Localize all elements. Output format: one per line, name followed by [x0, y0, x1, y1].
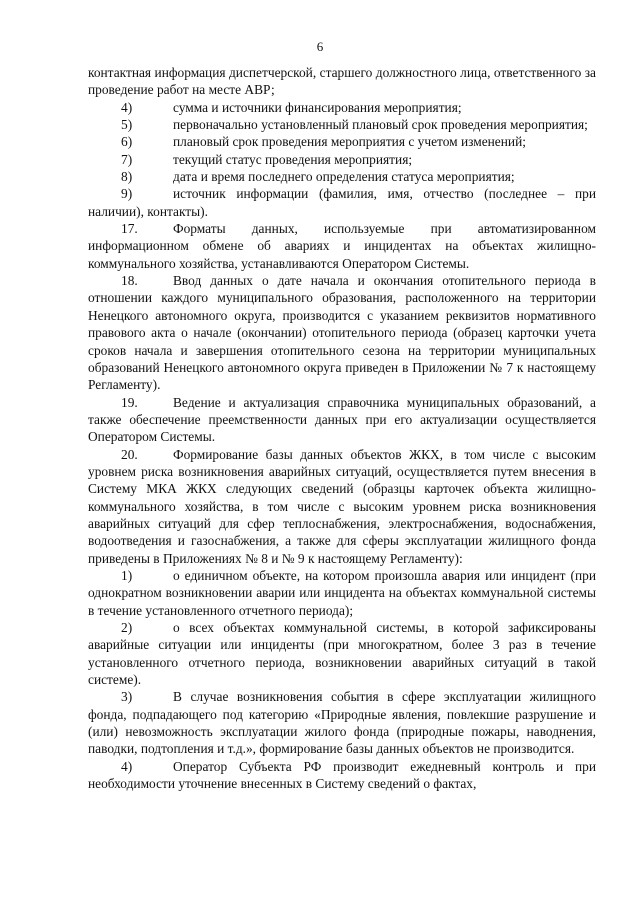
- clause-number: 20.: [121, 446, 138, 462]
- item-text: В случае возникновения события в сфере эксплуатации жилищного фонда, подпадающего под категорию «Природные явления, повлекшие разрушение и (или) невозможность эксплуатации жилого фонда (природные пожары, наводнения, паводки, подтопления и т.д.», формирование базы данных объектов не производится.: [88, 689, 596, 757]
- item-number: 5): [121, 117, 133, 133]
- clause-number: 18.: [121, 273, 138, 289]
- clause-number: 17.: [121, 221, 138, 237]
- item-text: дата и время последнего определения статуса мероприятия;: [173, 169, 515, 185]
- list-item-5: [88, 116, 596, 133]
- item-number: 2): [121, 620, 133, 635]
- item-number: 1): [121, 567, 133, 583]
- item-number: 7): [121, 151, 133, 167]
- clause-text: Формирование базы данных объектов ЖКХ, в том числе с высоким уровнем риска возникновения аварийных ситуаций, осуществляется путем внесения в Систему МКА ЖКХ следующих сведений (образцы карточек объекта жилищно-коммунального хозяйства, в том числе с высоким уровнем риска возникновения аварийных ситуаций для сфер теплоснабжения, электроснабжения, водоснабжения, водоотведения и газоснабжения, а также для сферы эксплуатации жилищного фонда приведены в Приложениях № 8 и № 9 к настоящему Регламенту):: [88, 446, 596, 566]
- list-item-8: [88, 168, 596, 185]
- item-text: Оператор Субъекта РФ производит ежедневный контроль и при необходимости уточнение внесенных в Систему сведений о фактах,: [88, 758, 596, 792]
- item-text: плановый срок проведения мероприятия с учетом изменений;: [173, 134, 526, 150]
- page-number: 6: [316, 39, 324, 54]
- item-text: сумма и источники финансирования мероприятия;: [173, 99, 462, 115]
- clause-19: [88, 394, 596, 446]
- list-item-6: [88, 133, 596, 150]
- paragraph-text: контактная информация диспетчерской, старшего должностного лица, ответственного за проведение работ на месте АВР;: [88, 65, 596, 98]
- clause-text: Форматы данных, используемые при автоматизированном информационном обмене об авариях и инцидентах на объектах жилищно-коммунального хозяйства, устанавливаются Оператором Системы.: [88, 221, 596, 271]
- item-number: 3): [121, 689, 133, 705]
- item-text: о единичном объекте, на котором произошла авария или инцидент (при однократном возникновении аварии или инцидента на объектах коммунальной системы в течение установленного отчетного периода);: [88, 567, 596, 618]
- clause-number: 19.: [121, 394, 138, 410]
- item-text: о всех объектах коммунальной системы, в которой зафиксированы аварийные ситуации или инциденты (при многократном, более 3 раз в течение установленного отчетного периода, возникновении аварийных ситуаций в такой системе).: [88, 620, 596, 688]
- clause-text: Ввод данных о дате начала и окончания отопительного периода в отношении каждого муниципального образования, расположенного на территории Ненецкого автономного округа, производится с указанием реквизитов нормативного правового акта о начале (окончании) отопительного периода (образец карточки учета сроков начала и завершения отопительного сезона на территории муниципальных образований Ненецкого автономного округа приведен в Приложении № 7 к настоящему Регламенту).: [88, 273, 596, 393]
- item-number: 6): [121, 134, 133, 150]
- paragraph-contact-info: [88, 64, 596, 99]
- item-number: 8): [121, 169, 133, 185]
- subitem-4: [88, 758, 596, 793]
- clause-17: [88, 220, 596, 272]
- clause-20: [88, 446, 596, 567]
- item-text: первоначально установленный плановый срок проведения мероприятия;: [173, 117, 588, 133]
- clause-18: [88, 272, 596, 393]
- list-item-7: [88, 151, 596, 168]
- subitem-3: [88, 688, 596, 757]
- item-text: источник информации (фамилия, имя, отчество (последнее – при наличии), контакты).: [88, 186, 596, 219]
- subitem-2: [88, 619, 596, 688]
- item-number: 4): [121, 99, 133, 115]
- item-number: 4): [121, 758, 133, 774]
- list-item-9: [88, 185, 596, 220]
- clause-text: Ведение и актуализация справочника муниципальных образований, а также обеспечение преемственности данных при его актуализации осуществляется Оператором Системы.: [88, 394, 596, 445]
- list-item-4: [88, 99, 596, 116]
- item-number: 9): [121, 186, 133, 202]
- document-body: [88, 64, 596, 792]
- subitem-1: [88, 567, 596, 619]
- item-text: текущий статус проведения мероприятия;: [173, 151, 413, 167]
